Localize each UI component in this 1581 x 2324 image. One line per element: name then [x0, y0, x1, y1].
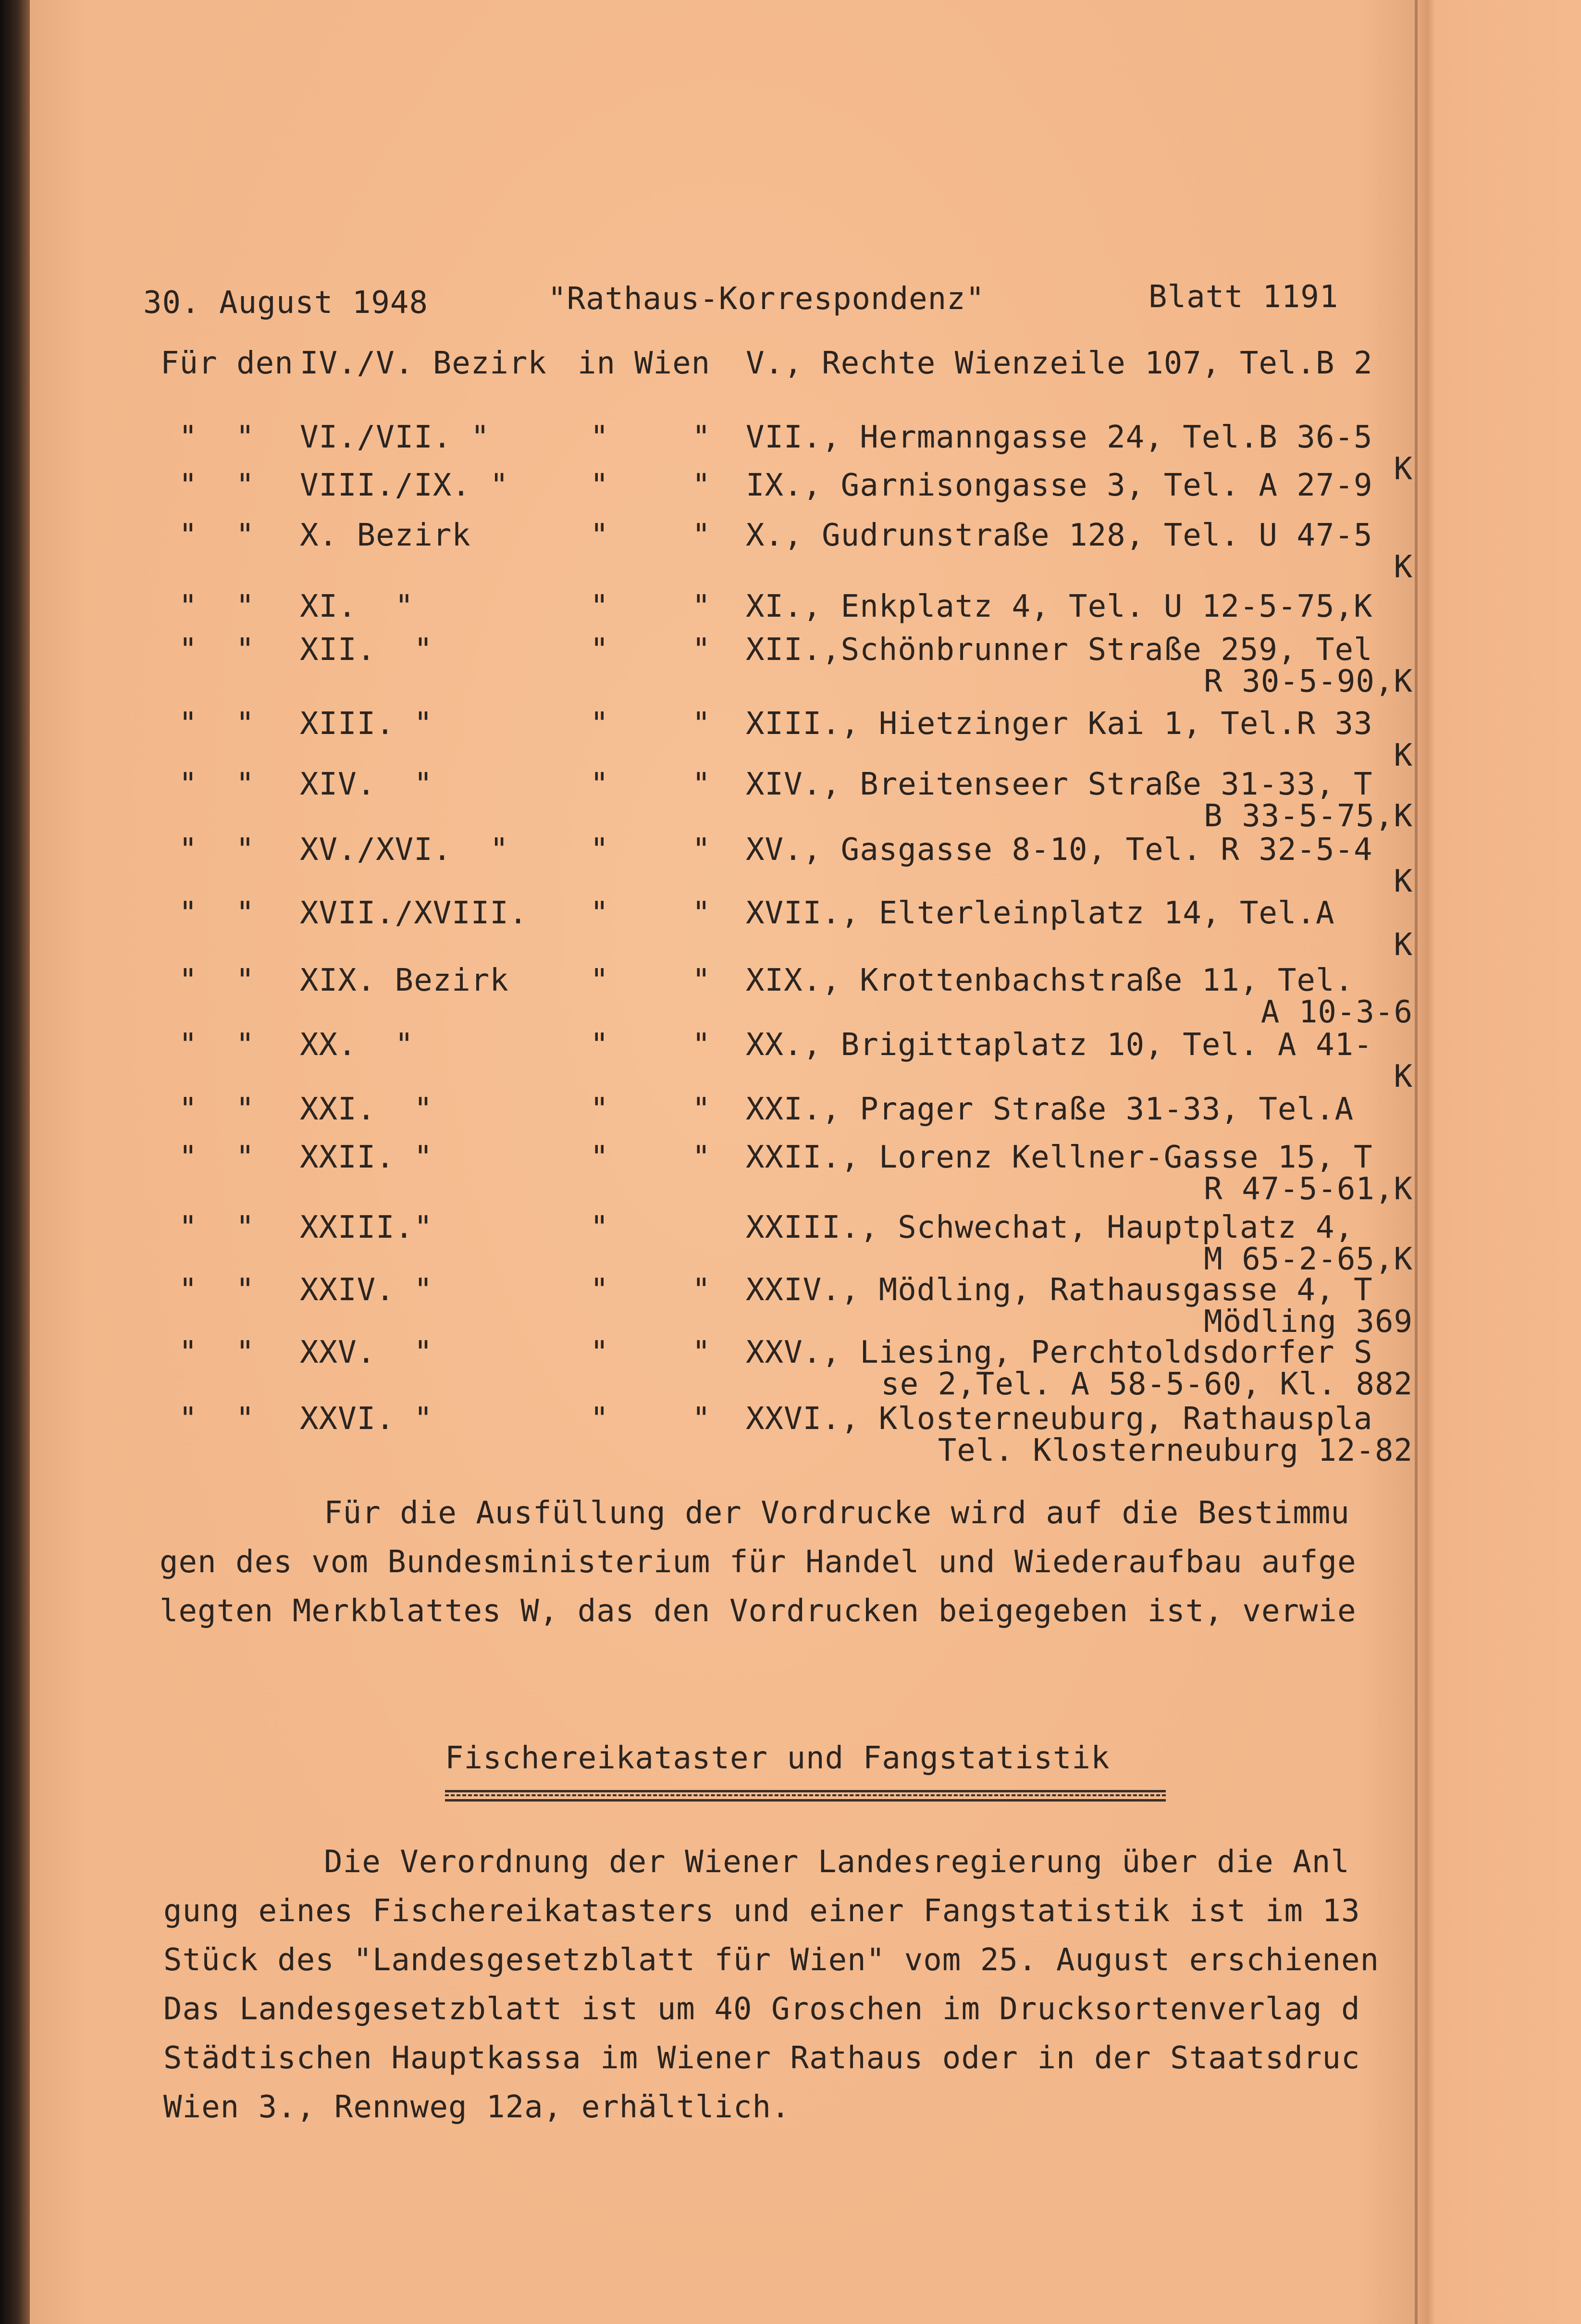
row-ditto-2: " — [692, 589, 711, 624]
row-ditto-1: " — [590, 1027, 609, 1063]
row-district: XIV. " — [300, 767, 433, 802]
row-address: XXI., Prager Straße 31-33, Tel.A — [746, 1092, 1354, 1127]
section-heading: Fischereikataster und Fangstatistik — [445, 1740, 1110, 1776]
paragraph2-line-3: Stück des "Landesgesetzblatt für Wien" vom 25. August erschienen — [163, 1942, 1379, 1978]
row-ditto-1: " — [590, 468, 609, 503]
row-prefix: " " — [179, 1401, 255, 1437]
row-address-continuation: K — [1394, 451, 1413, 487]
row-address: XII.,Schönbrunner Straße 259, Tel — [746, 632, 1373, 668]
row-ditto-1: " — [590, 706, 609, 742]
row-ditto-1: in — [578, 346, 616, 381]
row-district: XXV. " — [300, 1335, 433, 1370]
row-district: XX. " — [300, 1027, 414, 1063]
row-ditto-1: " — [590, 420, 609, 455]
row-district: XVII./XVIII. — [300, 895, 528, 931]
row-prefix: " " — [179, 589, 255, 624]
row-prefix: " " — [179, 706, 255, 742]
row-district: XXII. " — [300, 1140, 433, 1175]
row-prefix: " " — [179, 832, 255, 868]
row-address: X., Gudrunstraße 128, Tel. U 47-5 — [746, 518, 1373, 553]
row-prefix: " " — [179, 1140, 255, 1175]
row-address-continuation: K — [1394, 927, 1413, 963]
row-ditto-1: " — [590, 1140, 609, 1175]
row-prefix: " " — [179, 1210, 255, 1245]
paragraph2-line-1: Die Verordnung der Wiener Landesregierung über die Anl — [248, 1844, 1350, 1880]
row-ditto-1: " — [590, 895, 609, 931]
row-prefix: " " — [179, 468, 255, 503]
row-address: IX., Garnisongasse 3, Tel. A 27-9 — [746, 468, 1373, 503]
row-ditto-2: " — [692, 706, 711, 742]
row-ditto-2: " — [692, 963, 711, 998]
row-ditto-1: " — [590, 1272, 609, 1308]
row-ditto-1: " — [590, 518, 609, 553]
row-address: XXIV., Mödling, Rathausgasse 4, T — [746, 1272, 1373, 1308]
row-ditto-2: Wien — [634, 346, 711, 381]
header-sheet: Blatt 1191 — [1149, 279, 1339, 315]
row-address-continuation: Tel. Klosterneuburg 12-82 — [938, 1433, 1413, 1468]
row-district: XXI. " — [300, 1092, 433, 1127]
row-address-continuation: Mödling 369 — [1204, 1304, 1413, 1340]
row-address: XV., Gasgasse 8-10, Tel. R 32-5-4 — [746, 832, 1373, 868]
row-ditto-1: " — [590, 832, 609, 868]
paragraph2-line-5: Städtischen Hauptkassa im Wiener Rathaus oder in der Staatsdruc — [163, 2040, 1360, 2076]
book-binding-shadow — [0, 0, 30, 2324]
row-district: XXIII." — [300, 1210, 433, 1245]
next-page-edge — [1415, 0, 1581, 2324]
row-address: XXVI., Klosterneuburg, Rathauspla — [746, 1401, 1373, 1437]
row-ditto-2: " — [692, 1027, 711, 1063]
row-address: XIV., Breitenseer Straße 31-33, T — [746, 767, 1373, 802]
row-address-continuation: K — [1394, 864, 1413, 899]
paragraph1-line-1: Für die Ausfüllung der Vordrucke wird auf die Bestimmu — [248, 1495, 1350, 1531]
row-ditto-1: " — [590, 1210, 609, 1245]
row-ditto-2: " — [692, 832, 711, 868]
row-address-continuation: K — [1394, 1059, 1413, 1094]
row-address: VII., Hermanngasse 24, Tel.B 36-5 — [746, 420, 1373, 455]
row-address-continuation: R 30-5-90,K — [1204, 664, 1413, 699]
row-ditto-1: " — [590, 1401, 609, 1437]
heading-double-underline — [445, 1790, 1166, 1802]
row-prefix: " " — [179, 963, 255, 998]
row-prefix: " " — [179, 767, 255, 802]
row-prefix: " " — [179, 1092, 255, 1127]
row-district: XIX. Bezirk — [300, 963, 509, 998]
row-district: VI./VII. " — [300, 420, 490, 455]
row-ditto-2: " — [692, 1140, 711, 1175]
row-prefix: " " — [179, 895, 255, 931]
row-address: XXII., Lorenz Kellner-Gasse 15, T — [746, 1140, 1373, 1175]
paragraph2-line-6: Wien 3., Rennweg 12a, erhältlich. — [163, 2089, 790, 2125]
row-address-continuation: A 10-3-6 — [1260, 994, 1413, 1030]
row-ditto-1: " — [590, 767, 609, 802]
row-ditto-1: " — [590, 963, 609, 998]
row-district: XII. " — [300, 632, 433, 668]
row-address-continuation: M 65-2-65,K — [1204, 1242, 1413, 1277]
paragraph2-line-2: gung eines Fischereikatasters und einer Fangstatistik ist im 13 — [163, 1893, 1360, 1929]
row-district: XI. " — [300, 589, 414, 624]
header-date: 30. August 1948 — [143, 285, 428, 321]
row-ditto-2: " — [692, 1092, 711, 1127]
row-address: XXIII., Schwechat, Hauptplatz 4, — [746, 1210, 1354, 1245]
row-address: XVII., Elterleinplatz 14, Tel.A — [746, 895, 1335, 931]
row-district: XV./XVI. " — [300, 832, 509, 868]
row-address: XIII., Hietzinger Kai 1, Tel.R 33 — [746, 706, 1373, 742]
row-address-continuation: K — [1394, 549, 1413, 585]
paragraph1-line-2: gen des vom Bundesministerium für Handel und Wiederaufbau aufge — [160, 1544, 1357, 1580]
row-district: IV./V. Bezirk — [300, 346, 547, 381]
row-address: XX., Brigittaplatz 10, Tel. A 41- — [746, 1027, 1373, 1063]
row-address: XI., Enkplatz 4, Tel. U 12-5-75,K — [746, 589, 1373, 624]
row-address-continuation: se 2,Tel. A 58-5-60, Kl. 882 — [881, 1367, 1413, 1402]
row-prefix: " " — [179, 632, 255, 668]
row-ditto-2: " — [692, 895, 711, 931]
row-ditto-1: " — [590, 589, 609, 624]
row-ditto-2: " — [692, 1401, 711, 1437]
row-address-continuation: R 47-5-61,K — [1204, 1171, 1413, 1207]
paragraph2-line-4: Das Landesgesetzblatt ist um 40 Groschen im Drucksortenverlag d — [163, 1991, 1360, 2027]
row-ditto-2: " — [692, 468, 711, 503]
row-ditto-2: " — [692, 1335, 711, 1370]
row-ditto-2: " — [692, 1272, 711, 1308]
row-district: XXVI. " — [300, 1401, 433, 1437]
row-ditto-2: " — [692, 518, 711, 553]
row-address-continuation: K — [1394, 738, 1413, 773]
paragraph1-line-3: legten Merkblattes W, das den Vordrucken beigegeben ist, verwie — [160, 1593, 1357, 1629]
row-ditto-1: " — [590, 1092, 609, 1127]
row-district: VIII./IX. " — [300, 468, 509, 503]
row-address: V., Rechte Wienzeile 107, Tel.B 2 — [746, 346, 1373, 381]
row-ditto-1: " — [590, 1335, 609, 1370]
row-ditto-2: " — [692, 767, 711, 802]
row-prefix: " " — [179, 420, 255, 455]
row-prefix: " " — [179, 518, 255, 553]
row-ditto-1: " — [590, 632, 609, 668]
row-ditto-2: " — [692, 420, 711, 455]
row-address: XIX., Krottenbachstraße 11, Tel. — [746, 963, 1354, 998]
row-address: XXV., Liesing, Perchtoldsdorfer S — [746, 1335, 1373, 1370]
row-prefix: " " — [179, 1027, 255, 1063]
row-district: X. Bezirk — [300, 518, 471, 553]
row-prefix: Für den — [161, 346, 294, 381]
row-ditto-2: " — [692, 632, 711, 668]
row-district: XIII. " — [300, 706, 433, 742]
row-prefix: " " — [179, 1335, 255, 1370]
row-district: XXIV. " — [300, 1272, 433, 1308]
header-publication: "Rathaus-Korrespondenz" — [548, 281, 985, 317]
document-page — [30, 0, 1415, 2324]
row-address-continuation: B 33-5-75,K — [1204, 798, 1413, 834]
row-prefix: " " — [179, 1272, 255, 1308]
